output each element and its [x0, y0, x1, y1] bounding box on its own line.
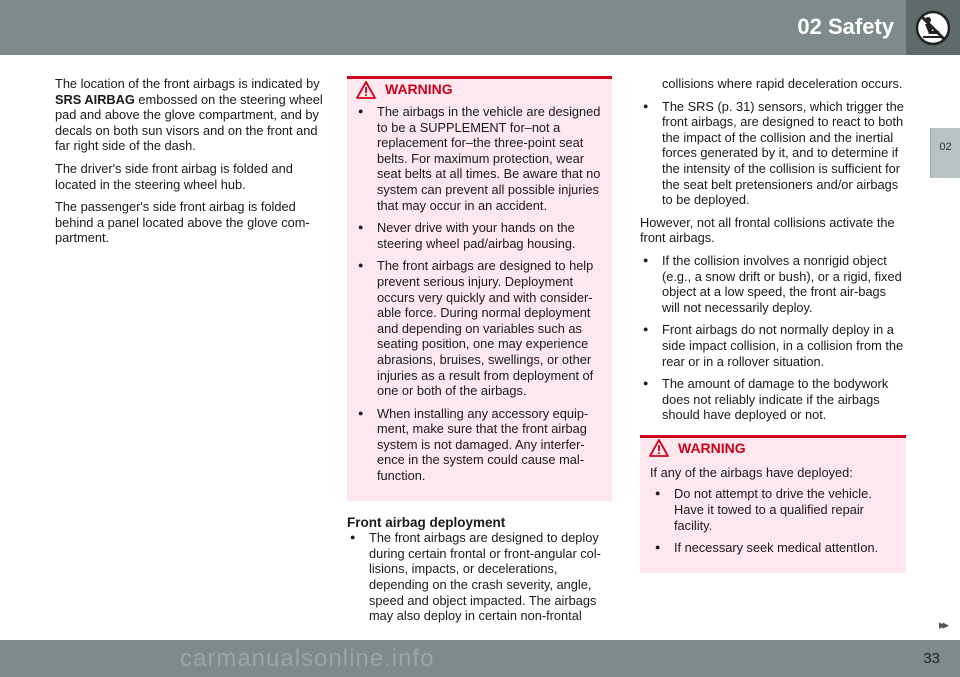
warning-title: WARNING — [678, 439, 746, 456]
double-chevron-right-icon[interactable]: ▸▸ — [938, 617, 946, 632]
deployment-list-cont — [640, 99, 906, 208]
column-1 — [55, 76, 325, 253]
list-item-continuation: collisions where rapid deceleration occurs. — [662, 76, 903, 91]
list-item: ● Front airbags do not normally deploy in a side impact collision, in a collision from the rear or in a rollover situation. — [640, 322, 906, 369]
warning-triangle-icon — [347, 81, 385, 99]
page-footer — [0, 640, 960, 677]
chapter-tab-label: 02 — [939, 141, 952, 153]
list-item: ● The front airbags are designed to help prevent serious injury. Deployment occurs very quickly and with consider-able force. During normal deployment and depending on variables such as seating position, one may experience abrasions, bruises, swellings, or other injuries as a result from deployment of one or both of the airbags. — [355, 258, 604, 398]
warning-box-1 — [347, 76, 612, 501]
list-item: ● Do not attempt to drive the vehicle. Have it towed to a qualified repair facility. — [652, 486, 898, 533]
warning-header — [640, 435, 906, 459]
column-2 — [347, 76, 612, 631]
page-number: 33 — [923, 650, 940, 667]
watermark: carmanualsonline.info — [180, 645, 435, 672]
chapter-title: 02 Safety — [797, 14, 894, 39]
column-3 — [640, 76, 906, 573]
no-child-seat-airbag-icon — [914, 9, 952, 47]
warning-list — [640, 482, 906, 555]
warning-header — [347, 76, 612, 100]
non-deployment-list — [640, 253, 906, 423]
list-item: ● The amount of damage to the bodywork does not reliably indicate if the airbags should have deployed or not. — [640, 376, 906, 423]
list-item: ● When installing any accessory equip-ment, make sure that the front airbag system is not damaged. Any interfer-ence in the system could cause mal-function. — [355, 406, 604, 484]
airbag-location-paragraph: The location of the front airbags is indicated by SRS AIRBAG embossed on the steering wheel pad and above the glove compartment, and by decals on both sun visors and on the front and far right side of the dash. — [55, 76, 323, 154]
warning-triangle-icon — [640, 439, 678, 457]
deployment-list — [347, 530, 612, 624]
list-item: ● If necessary seek medical attentIon. — [652, 540, 898, 556]
page-header — [0, 0, 960, 55]
warning-list — [347, 100, 612, 484]
warning-title: WARNING — [385, 80, 453, 97]
warning-box-2 — [640, 435, 906, 573]
section-heading: Front airbag deployment — [347, 514, 506, 530]
list-item: ● The SRS (p. 31) sensors, which trigger the front airbags, are designed to react to both the impact of the collision and the inertial forces generated by it, and to determine if the intensity of the collision is sufficient for the seat belt pretensioners and/or airbags to be deployed. — [640, 99, 906, 208]
list-item: ● Never drive with your hands on the steering wheel pad/airbag housing. — [355, 220, 604, 251]
passenger-airbag-paragraph: The passenger's side front airbag is folded behind a panel located above the glove com-partment. — [55, 199, 310, 246]
frontal-collision-paragraph: However, not all frontal collisions activate the front airbags. — [640, 214, 895, 246]
list-item: ● The front airbags are designed to deploy during certain frontal or front-angular col-lisions, impacts, or decelerations, depending on the crash severity, angle, speed and object impacted. The airbags may also deploy in certain non-frontal — [347, 530, 612, 624]
list-item: ● The airbags in the vehicle are designed to be a SUPPLEMENT for–not a replacement for–the three-point seat belts. For maximum protection, wear seat belts at all times. Be aware that no system can prevent all possible injuries that may occur in an accident. — [355, 104, 604, 213]
warning-intro: If any of the airbags have deployed: — [650, 464, 853, 480]
chapter-icon-box — [906, 0, 960, 55]
chapter-tab[interactable] — [930, 128, 960, 178]
driver-airbag-paragraph: The driver's side front airbag is folded and located in the steering wheel hub. — [55, 160, 293, 192]
list-item: ● If the collision involves a nonrigid object (e.g., a snow drift or bush), or a rigid, fixed object at a low speed, the front air-bags will not necessarily deploy. — [640, 253, 906, 315]
